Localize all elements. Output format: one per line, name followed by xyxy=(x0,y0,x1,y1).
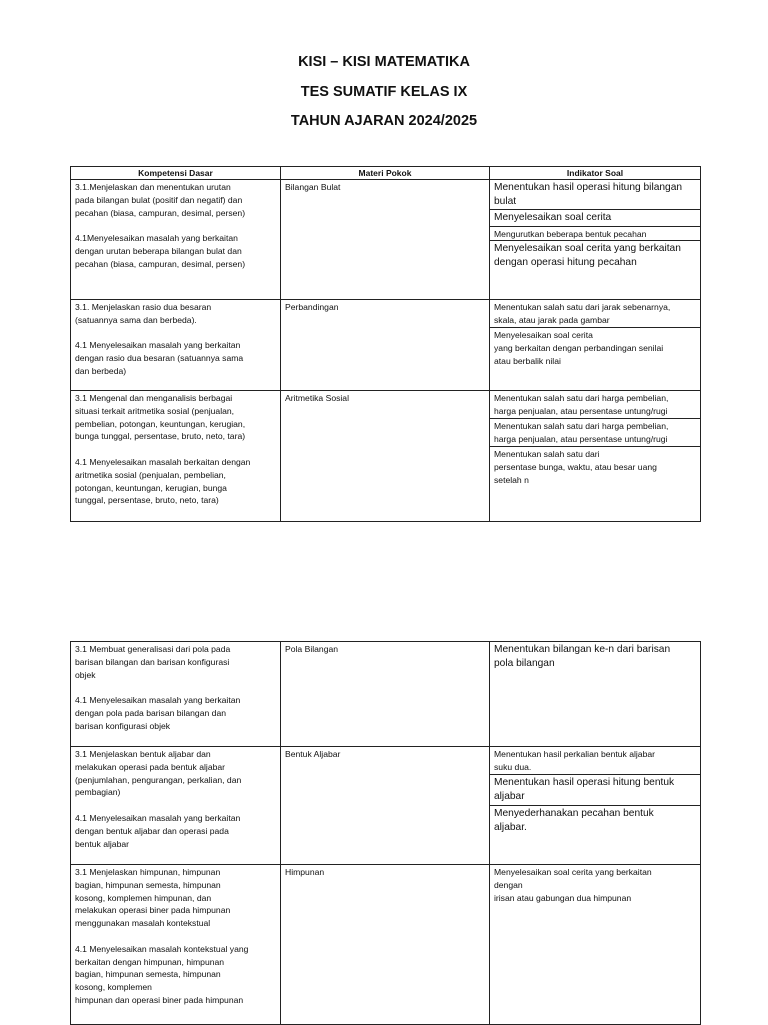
indikator-item: Menyelesaikan soal cerita yang berkaitan dengan irisan atau gabungan dua himpunan xyxy=(494,867,652,903)
kd-cell xyxy=(71,642,281,747)
indikator-cell xyxy=(490,642,701,747)
kd-cell xyxy=(71,391,281,522)
materi-text: Aritmetika Sosial xyxy=(285,393,349,403)
indikator-cell xyxy=(490,747,701,865)
kisi-table-2 xyxy=(70,641,701,1025)
kd-cell xyxy=(71,865,281,1025)
table-row xyxy=(71,180,701,300)
kd-4-text: 4.1Menyelesaikan masalah yang berkaitan dengan urutan beberapa bilangan bulat dan pecahan (biasa, campuran, desimal, persen) xyxy=(75,233,246,269)
table-row xyxy=(71,747,701,865)
materi-text: Himpunan xyxy=(285,867,325,877)
table-row xyxy=(71,391,701,522)
header-indikator-soal: Indikator Soal xyxy=(490,167,701,180)
indikator-item: Menentukan hasil operasi hitung bentuk aljabar xyxy=(490,775,700,806)
indikator-item: Menyederhanakan pecahan bentuk aljabar. xyxy=(494,808,654,833)
indikator-item: Mengurutkan beberapa bentuk pecahan xyxy=(490,227,700,241)
indikator-item: Menyelesaikan soal cerita yang berkaitan dengan perbandingan senilai atau berbalik nilai xyxy=(494,330,664,366)
indikator-cell xyxy=(490,180,701,300)
kd-4-text: 4.1 Menyelesaikan masalah yang berkaitan dengan rasio dua besaran (satuannya sama dan berbeda) xyxy=(75,340,244,376)
indikator-cell xyxy=(490,391,701,522)
indikator-item: Menentukan salah satu dari persentase bunga, waktu, atau besar uang setelah n xyxy=(494,449,657,485)
indikator-item: Menentukan salah satu dari jarak sebenarnya, skala, atau jarak pada gambar xyxy=(490,300,700,328)
kd-3-text: 3.1. Menjelaskan rasio dua besaran (satuannya sama dan berbeda). xyxy=(75,302,212,325)
indikator-item: Menentukan salah satu dari harga pembelian, harga penjualan, atau persentase untung/rugi xyxy=(490,391,700,419)
table-row xyxy=(71,642,701,747)
kd-3-text: 3.1 Mengenal dan menganalisis berbagai situasi terkait aritmetika sosial (penjualan, pembelian, potongan, keuntungan, kerugian, bunga tunggal, persentase, bruto, neto, tara) xyxy=(75,393,246,442)
indikator-item: Menyelesaikan soal cerita xyxy=(490,210,700,227)
indikator-cell xyxy=(490,865,701,1025)
indikator-cell xyxy=(490,300,701,391)
kisi-table-1 xyxy=(70,166,701,522)
kd-3-text: 3.1.Menjelaskan dan menentukan urutan pada bilangan bulat (positif dan negatif) dan pecahan (biasa, campuran, desimal, persen) xyxy=(75,182,246,218)
header-kompetensi-dasar: Kompetensi Dasar xyxy=(71,167,281,180)
title-line-1: KISI – KISI MATEMATIKA xyxy=(298,54,470,70)
kd-4-text: 4.1 Menyelesaikan masalah kontekstual yang berkaitan dengan himpunan, himpunan bagian, himpunan semesta, himpunan kosong, komplemen himpunan dan operasi biner pada himpunan xyxy=(75,943,249,1005)
indikator-item: Menentukan hasil perkalian bentuk aljabar suku dua. xyxy=(490,747,700,775)
indikator-item: Menentukan hasil operasi hitung bilangan bulat xyxy=(490,180,700,210)
kd-cell xyxy=(71,180,281,300)
table-header-row xyxy=(71,167,701,180)
title-line-3: TAHUN AJARAN 2024/2025 xyxy=(290,113,478,129)
title-line-2: TES SUMATIF KELAS IX xyxy=(300,83,468,100)
kd-4-text: 4.1 Menyelesaikan masalah yang berkaitan dengan bentuk aljabar dan operasi pada bentuk aljabar xyxy=(75,812,241,849)
indikator-item: Menentukan bilangan ke-n dari barisan pola bilangan xyxy=(494,644,671,669)
kd-3-text: 3.1 Membuat generalisasi dari pola pada barisan bilangan dan barisan konfigurasi objek xyxy=(75,644,231,680)
materi-cell xyxy=(281,642,490,747)
indikator-item: Menyelesaikan soal cerita yang berkaitan dengan operasi hitung pecahan xyxy=(494,243,681,268)
materi-text: Bilangan Bulat xyxy=(285,182,341,192)
kd-4-text: 4.1 Menyelesaikan masalah yang berkaitan dengan pola pada barisan bilangan dan barisan konfigurasi objek xyxy=(75,695,241,731)
kd-3-text: 3.1 Menjelaskan bentuk aljabar dan melakukan operasi pada bentuk aljabar (penjumlahan, pengurangan, perkalian, dan pembagian) xyxy=(75,749,242,798)
materi-text: Bentuk Aljabar xyxy=(285,749,341,759)
kd-cell xyxy=(71,747,281,865)
table-row xyxy=(71,300,701,391)
materi-cell xyxy=(281,300,490,391)
materi-cell xyxy=(281,747,490,865)
indikator-item: Menentukan salah satu dari harga pembelian, harga penjualan, atau persentase untung/rugi xyxy=(490,419,700,447)
kd-3-text: 3.1 Menjelaskan himpunan, himpunan bagian, himpunan semesta, himpunan kosong, komplemen himpunan, dan melakukan operasi biner pada himpunan menggunakan masalah kontekstual xyxy=(75,867,231,929)
materi-cell xyxy=(281,391,490,522)
materi-text: Perbandingan xyxy=(285,302,339,312)
document-title-block xyxy=(0,52,768,141)
header-materi-pokok: Materi Pokok xyxy=(281,167,490,180)
materi-text: Pola Bilangan xyxy=(285,644,339,654)
kd-cell xyxy=(71,300,281,391)
kd-4-text: 4.1 Menyelesaikan masalah berkaitan dengan aritmetika sosial (penjualan, pembelian, potongan, keuntungan, kerugian, bunga tunggal, persentase, bruto, neto, tara) xyxy=(75,456,251,506)
table-row xyxy=(71,865,701,1025)
materi-cell xyxy=(281,865,490,1025)
materi-cell xyxy=(281,180,490,300)
